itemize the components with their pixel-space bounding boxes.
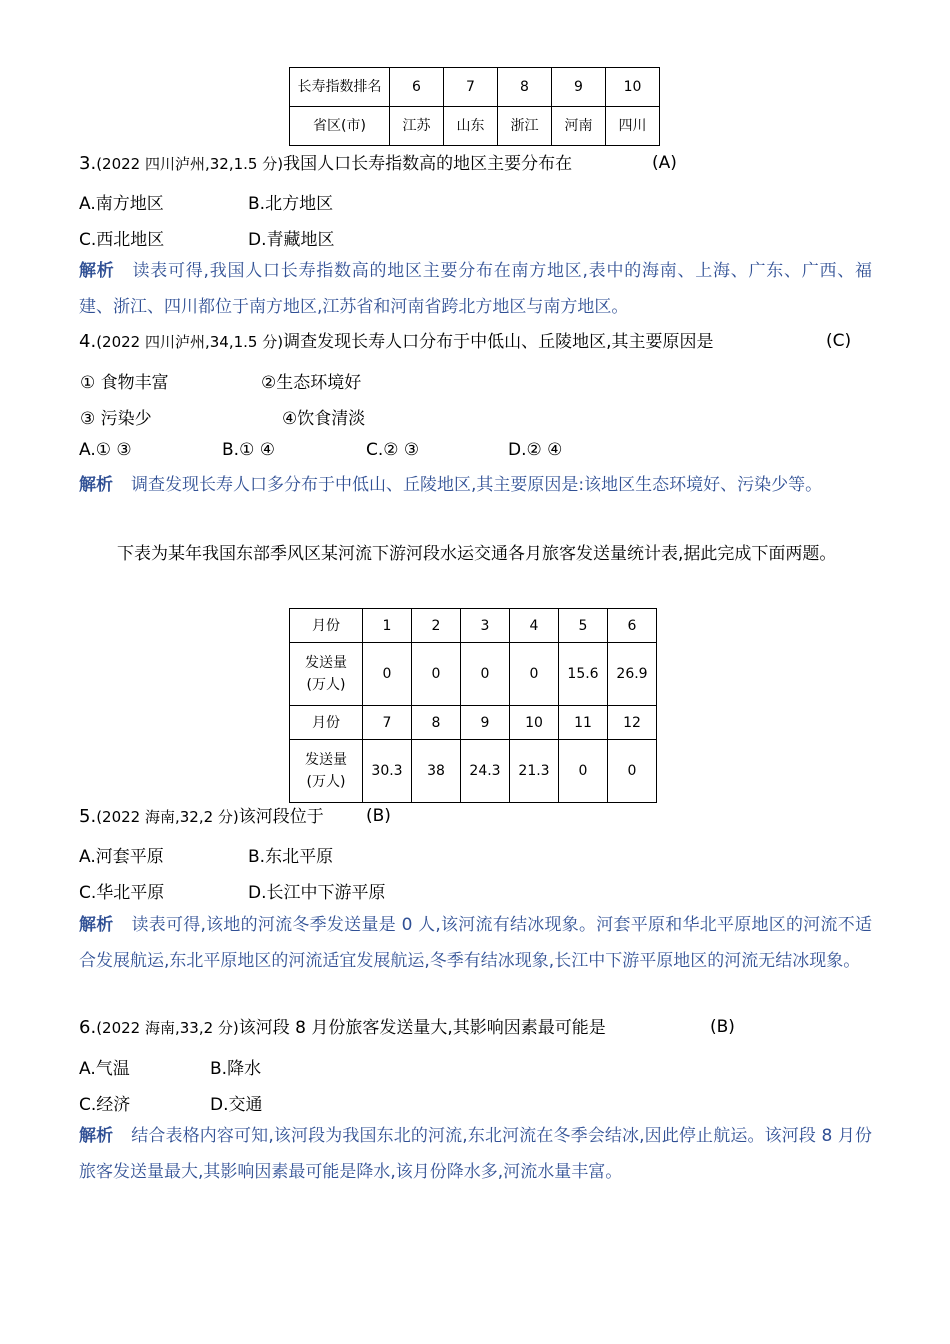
option-c: C.② ③ [366, 440, 420, 460]
option-a: A.河套平原 [79, 847, 164, 867]
table-header [290, 740, 363, 803]
table-cell: 0 [412, 643, 461, 706]
question-3-answer: (A) [652, 153, 677, 173]
longevity-table [289, 67, 660, 146]
question-5-stem [79, 806, 870, 828]
question-6-stem [79, 1017, 870, 1039]
question-3-explanation [79, 254, 872, 325]
passenger-volume-table [289, 608, 657, 803]
explanation-text: 结合表格内容可知,该河段为我国东北的河流,东北河流在冬季会结冰,因此停止航运。该河段 8 月份旅客发送量最大,其影响因素最可能是降水,该月份降水多,河流水量丰富。 [79, 1126, 872, 1182]
question-4-explanation [79, 468, 872, 504]
question-number: 6. [79, 1017, 97, 1038]
table-header: 月份 [290, 706, 363, 740]
table-cell: 3 [461, 609, 510, 643]
question-source: (2022 四川泸州,34,1.5 分) [96, 333, 284, 351]
item-3: ③ 污染少 [80, 409, 152, 429]
table-cell: 8 [498, 68, 552, 107]
table-cell: 7 [363, 706, 412, 740]
explanation-tag: 解析 [79, 475, 113, 495]
volume-label: 发送量 [305, 752, 347, 768]
question-source: (2022 海南,32,2 分) [96, 808, 239, 826]
table-cell: 4 [510, 609, 559, 643]
table-cell: 长寿指数排名 [290, 68, 390, 107]
question-6-explanation [79, 1119, 872, 1190]
option-d: D.交通 [210, 1095, 263, 1115]
option-b: B.北方地区 [248, 194, 334, 214]
table-cell: 山东 [444, 107, 498, 146]
option-a: A.南方地区 [79, 194, 164, 214]
table-cell: 30.3 [363, 740, 412, 803]
explanation-tag: 解析 [79, 261, 115, 281]
option-a: A.气温 [79, 1059, 130, 1079]
option-c: C.经济 [79, 1095, 131, 1115]
table-cell: 6 [390, 68, 444, 107]
question-5-explanation [79, 908, 872, 979]
table-header [290, 643, 363, 706]
option-c: C.华北平原 [79, 883, 165, 903]
question-5-answer: (B) [366, 806, 391, 826]
table-cell: 0 [559, 740, 608, 803]
explanation-text: 调查发现长寿人口多分布于中低山、丘陵地区,其主要原因是:该地区生态环境好、污染少等。 [131, 475, 823, 495]
question-number: 4. [79, 331, 97, 352]
table-cell: 2 [412, 609, 461, 643]
table-cell: 省区(市) [290, 107, 390, 146]
option-d: D.青藏地区 [248, 230, 335, 250]
table-cell: 9 [461, 706, 510, 740]
question-source: (2022 四川泸州,32,1.5 分) [96, 155, 284, 173]
question-text: 调查发现长寿人口分布于中低山、丘陵地区,其主要原因是 [283, 332, 714, 352]
volume-label: 发送量 [305, 655, 347, 671]
table-cell: 6 [608, 609, 657, 643]
table-cell: 38 [412, 740, 461, 803]
explanation-text: 读表可得,该地的河流冬季发送量是 0 人,该河流有结冰现象。河套平原和华北平原地区的河流不适合发展航运,东北平原地区的河流适宜发展航运,冬季有结冰现象,长江中下游平原地区的河流无结冰现象。 [79, 915, 873, 971]
table-cell: 8 [412, 706, 461, 740]
table-cell: 21.3 [510, 740, 559, 803]
table-header: 月份 [290, 609, 363, 643]
table-cell: 5 [559, 609, 608, 643]
table-cell: 0 [363, 643, 412, 706]
table-cell: 浙江 [498, 107, 552, 146]
table-cell: 26.9 [608, 643, 657, 706]
question-3-stem [79, 153, 870, 175]
table-cell: 10 [510, 706, 559, 740]
table-intro: 下表为某年我国东部季风区某河流下游河段水运交通各月旅客发送量统计表,据此完成下面两题。 [117, 544, 837, 564]
option-b: B.降水 [210, 1059, 262, 1079]
table-cell: 0 [461, 643, 510, 706]
explanation-tag: 解析 [79, 1126, 114, 1146]
table-cell: 11 [559, 706, 608, 740]
table-cell: 1 [363, 609, 412, 643]
table-cell: 江苏 [390, 107, 444, 146]
table-cell: 12 [608, 706, 657, 740]
option-a: A.① ③ [79, 440, 132, 460]
table-cell: 9 [552, 68, 606, 107]
table-cell: 24.3 [461, 740, 510, 803]
question-number: 5. [79, 806, 97, 827]
option-b: B.东北平原 [248, 847, 334, 867]
question-text: 我国人口长寿指数高的地区主要分布在 [283, 154, 573, 174]
table-cell: 0 [510, 643, 559, 706]
table-cell: 15.6 [559, 643, 608, 706]
option-d: D.长江中下游平原 [248, 883, 386, 903]
table-cell: 7 [444, 68, 498, 107]
option-c: C.西北地区 [79, 230, 165, 250]
item-1: ① 食物丰富 [80, 373, 169, 393]
volume-unit: (万人) [306, 677, 346, 693]
option-b: B.① ④ [222, 440, 275, 460]
option-d: D.② ④ [508, 440, 563, 460]
table-cell: 四川 [606, 107, 660, 146]
question-source: (2022 海南,33,2 分) [96, 1019, 239, 1037]
table-cell: 河南 [552, 107, 606, 146]
question-4-answer: (C) [826, 331, 852, 351]
table-cell: 10 [606, 68, 660, 107]
table-cell: 0 [608, 740, 657, 803]
question-4-stem [79, 331, 870, 353]
question-6-answer: (B) [710, 1017, 735, 1037]
explanation-tag: 解析 [79, 915, 114, 935]
question-text: 该河段位于 [238, 807, 324, 827]
item-2: ②生态环境好 [261, 373, 362, 393]
explanation-text: 读表可得,我国人口长寿指数高的地区主要分布在南方地区,表中的海南、上海、广东、广西、福建、浙江、四川都位于南方地区,江苏省和河南省跨北方地区与南方地区。 [79, 261, 873, 317]
item-4: ④饮食清淡 [282, 409, 366, 429]
question-number: 3. [79, 153, 97, 174]
volume-unit: (万人) [306, 774, 346, 790]
question-text: 该河段 8 月份旅客发送量大,其影响因素最可能是 [238, 1018, 606, 1038]
